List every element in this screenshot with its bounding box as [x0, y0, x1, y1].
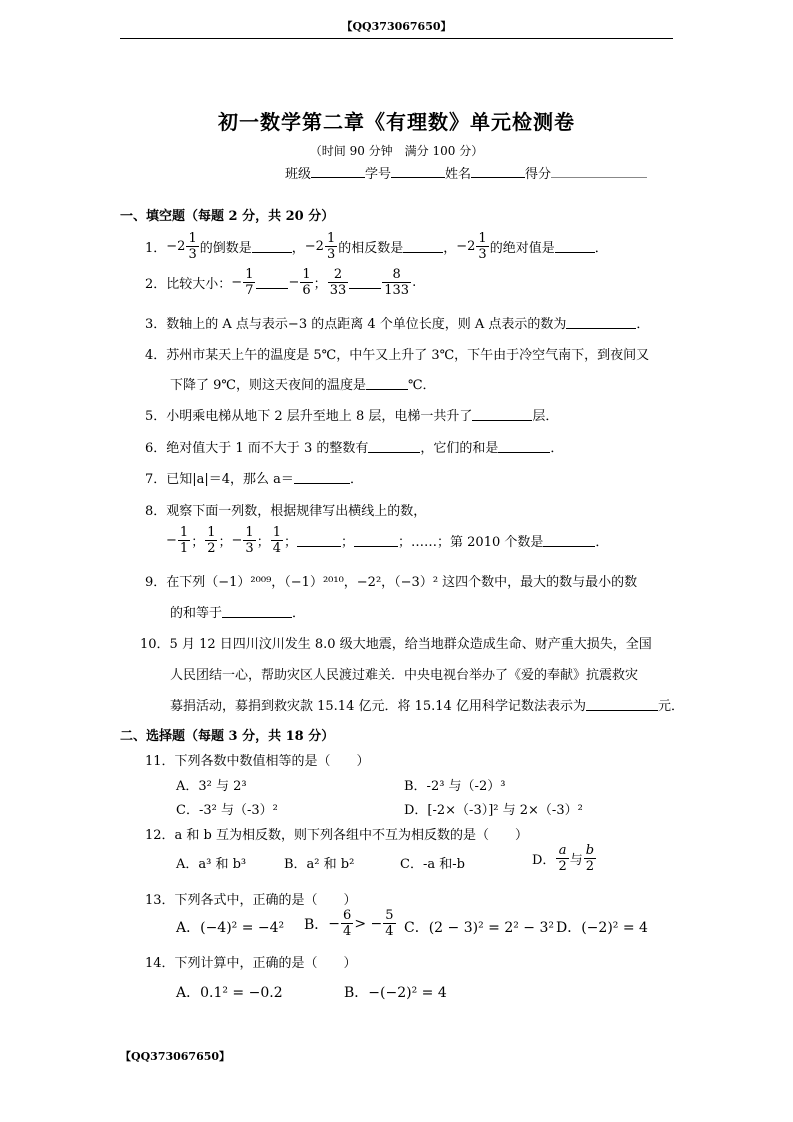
q12-option-b[interactable]: B．a² 和 b² — [284, 857, 355, 872]
q12-d-mid: 与 — [569, 853, 583, 868]
question-10-line-3 — [170, 695, 684, 714]
q12-d-fraction-2: $\frac{b}{2}$ — [585, 843, 595, 874]
q1-text-opposite: 的相反数是 — [338, 241, 404, 256]
q8-semi-2: ； — [218, 535, 232, 550]
q12-d-fraction-1: $\frac{a}{2}$ — [558, 843, 567, 874]
q7-text: 7．已知|a|＝4，那么 a＝ — [145, 472, 294, 487]
q6-end: ． — [550, 441, 564, 456]
q10-blank[interactable] — [586, 698, 658, 711]
question-11-stem: 11．下列各数中数值相等的是（ ） — [145, 754, 370, 769]
page-title: 初一数学第二章《有理数》单元检测卷 — [218, 110, 575, 134]
q14-option-b[interactable]: B．−(−2)² = 4 — [344, 985, 447, 1001]
q13-b-minus: − — [328, 915, 341, 932]
q2-semicolon: ； — [313, 277, 327, 292]
q1-neg: −2 — [166, 239, 186, 254]
name-blank[interactable] — [471, 165, 525, 178]
question-4-line-2 — [170, 374, 436, 393]
q11-option-b[interactable]: B．-2³ 与（-2）³ — [404, 779, 506, 794]
q1-neg-2: −2 — [304, 239, 324, 254]
q7-blank[interactable] — [294, 471, 350, 484]
q13-b-gt: > − — [354, 915, 383, 932]
question-1 — [145, 232, 608, 261]
question-6 — [145, 437, 563, 456]
q6-blank-2[interactable] — [498, 440, 550, 453]
question-14-stem: 14．下列计算中，正确的是（ ） — [145, 956, 357, 971]
q1-neg-3: −2 — [456, 239, 476, 254]
q2-fraction-1: $\frac{1}{7}$ — [245, 267, 254, 298]
q10-text-3: 募捐活动，募捐到救灾款 15.14 亿元．将 15.14 亿用科学记数法表示为 — [170, 699, 586, 714]
q8-minus-2: − — [231, 533, 243, 548]
q4-blank[interactable] — [366, 377, 408, 390]
q1-fraction-1: $\frac{1}{3}$ — [188, 231, 197, 262]
q4-text-1: 4．苏州市某天上午的温度是 5℃，中午又上升了 3℃，下午由于冷空气南下，到夜间又 — [145, 348, 650, 363]
question-5 — [145, 405, 558, 424]
q12-d-label: D． — [532, 853, 556, 868]
number-label: 学号 — [365, 167, 392, 182]
q1-number: 1． — [145, 241, 167, 256]
q7-end: ． — [349, 472, 363, 487]
question-10-line-1 — [140, 633, 652, 652]
q8-semi-1: ； — [191, 535, 205, 550]
q2-blank-2[interactable] — [349, 276, 381, 289]
q1-fraction-2: $\frac{1}{3}$ — [326, 231, 336, 262]
q3-blank[interactable] — [566, 316, 636, 329]
q2-minus-1: − — [231, 275, 243, 290]
q1-blank-2[interactable] — [403, 240, 443, 253]
q13-b-fraction-2: $\frac{5}{4}$ — [385, 908, 394, 939]
question-4-line-1 — [145, 344, 649, 363]
q2-fraction-2: $\frac{1}{6}$ — [302, 267, 311, 298]
q5-text: 5．小明乘电梯从地下 2 层升至地上 8 层，电梯一共升了 — [145, 409, 473, 424]
q13-option-b[interactable] — [304, 909, 397, 938]
section-multiple-choice: 二、选择题（每题 3 分，共 18 分） — [120, 729, 335, 744]
q13-option-d[interactable]: D．(−2)² = 4 — [556, 920, 648, 936]
question-8-line-1 — [145, 500, 426, 519]
q2-blank-1[interactable] — [256, 276, 288, 289]
q11-option-d[interactable]: D．[-2×（-3）]² 与 2×（-3）² — [404, 803, 583, 818]
question-13-stem: 13．下列各式中，正确的是（ ） — [145, 893, 357, 908]
q13-b-fraction-1: $\frac{6}{4}$ — [343, 908, 352, 939]
q10-end: 元． — [657, 699, 684, 714]
q2-end: . — [412, 275, 417, 290]
q8-blank-1[interactable] — [297, 534, 341, 547]
q11-option-c[interactable]: C．-3² 与（-3）² — [176, 803, 278, 818]
q1-comma-1: ， — [291, 241, 305, 256]
q1-comma-2: ， — [443, 241, 457, 256]
question-10-line-2: 人民团结一心，帮助灾区人民渡过难关．中央电视台举办了《爱的奉献》抗震救灾 — [170, 668, 639, 683]
q9-blank[interactable] — [222, 605, 292, 618]
q1-blank-3[interactable] — [555, 240, 595, 253]
q8-semi-4: ； — [283, 535, 297, 550]
exam-subtitle: （时间 90 分钟 满分 100 分） — [309, 144, 484, 158]
page-footer: 【QQ373067650】 — [120, 1050, 231, 1063]
score-label: 得分 — [525, 167, 552, 182]
section-fill-in: 一、填空题（每题 2 分，共 20 分） — [120, 209, 335, 224]
q1-fraction-3: $\frac{1}{3}$ — [478, 231, 487, 262]
q11-option-a[interactable]: A．3² 与 2³ — [176, 779, 247, 794]
q1-text-absolute: 的绝对值是 — [489, 241, 555, 256]
question-9-line-2 — [170, 602, 305, 621]
student-info — [285, 163, 647, 182]
q6-text: 6．绝对值大于 1 而不大于 3 的整数有 — [145, 441, 369, 456]
q10-text-1: 10．5 月 12 日四川汶川发生 8.0 级大地震，给当地群众造成生命、财产重大损失，全国 — [140, 637, 652, 652]
q2-number: 2． — [145, 277, 167, 292]
number-blank[interactable] — [391, 165, 445, 178]
q13-option-a[interactable]: A．(−4)² = −4² — [176, 920, 285, 936]
q5-blank[interactable] — [472, 408, 532, 421]
q9-text-1: 9．在下列（−1）²⁰⁰⁹，（−1）²⁰¹⁰，−2²，（−3）² 这四个数中，最大的数与最小的数 — [145, 575, 638, 590]
q8-blank-3[interactable] — [543, 534, 595, 547]
question-2 — [145, 268, 416, 297]
q1-blank-1[interactable] — [252, 240, 292, 253]
question-12-stem: 12．a 和 b 互为相反数，则下列各组中不互为相反数的是（ ） — [145, 828, 529, 843]
q3-text: 3．数轴上的 A 点与表示−3 的点距离 4 个单位长度，则 A 点表示的数为 — [145, 317, 567, 332]
header-rule — [120, 38, 673, 39]
q8-fraction-3: $\frac{1}{3}$ — [245, 525, 254, 556]
q8-fraction-2: $\frac{1}{2}$ — [207, 525, 216, 556]
q8-end: ． — [595, 535, 609, 550]
q8-fraction-4: $\frac{1}{4}$ — [272, 525, 281, 556]
score-blank[interactable] — [551, 165, 647, 178]
q8-semi-3: ； — [256, 535, 270, 550]
q8-semi-5: ； — [341, 535, 355, 550]
q12-option-a[interactable]: A．a³ 和 b³ — [176, 857, 247, 872]
q2-minus-2: − — [288, 275, 300, 290]
q1-text-reciprocal: 的倒数是 — [199, 241, 252, 256]
q8-blank-2[interactable] — [354, 534, 398, 547]
page-header: 【QQ373067650】 — [341, 20, 452, 33]
q9-text-2: 的和等于 — [170, 606, 223, 621]
q4-text-2: 下降了 9℃，则这天夜间的温度是 — [170, 378, 366, 393]
q8-fraction-1: $\frac{1}{1}$ — [179, 525, 189, 556]
q2-label: 比较大小： — [166, 277, 232, 292]
q12-option-c[interactable]: C．-a 和-b — [400, 857, 465, 872]
q6-blank-1[interactable] — [368, 440, 420, 453]
question-8-line-2 — [166, 526, 608, 555]
question-9-line-1 — [145, 571, 637, 590]
q1-end: ． — [594, 241, 608, 256]
q2-fraction-3: $\frac{2}{33}$ — [329, 267, 347, 298]
q6-mid: ，它们的和是 — [420, 441, 499, 456]
q2-fraction-4: $\frac{8}{133}$ — [384, 267, 410, 298]
q8-dots: ；……；第 2010 个数是 — [398, 535, 544, 550]
q4-end: ℃． — [407, 378, 436, 393]
q9-end: ． — [292, 606, 306, 621]
q8-minus-1: − — [166, 533, 177, 548]
q3-end: ． — [636, 317, 650, 332]
q13-b-label: B． — [304, 916, 329, 933]
name-label: 姓名 — [445, 167, 472, 182]
question-7 — [145, 468, 363, 487]
class-label: 班级 — [285, 167, 312, 182]
class-blank[interactable] — [311, 165, 365, 178]
q5-end: 层． — [532, 409, 559, 424]
q8-text-1: 8．观察下面一列数，根据规律写出横线上的数， — [145, 504, 427, 519]
question-3 — [145, 313, 649, 332]
q13-option-c[interactable]: C．(2 − 3)² = 2² − 3² — [404, 920, 554, 936]
q12-option-d[interactable] — [532, 844, 597, 873]
q14-option-a[interactable]: A．0.1² = −0.2 — [176, 985, 283, 1001]
